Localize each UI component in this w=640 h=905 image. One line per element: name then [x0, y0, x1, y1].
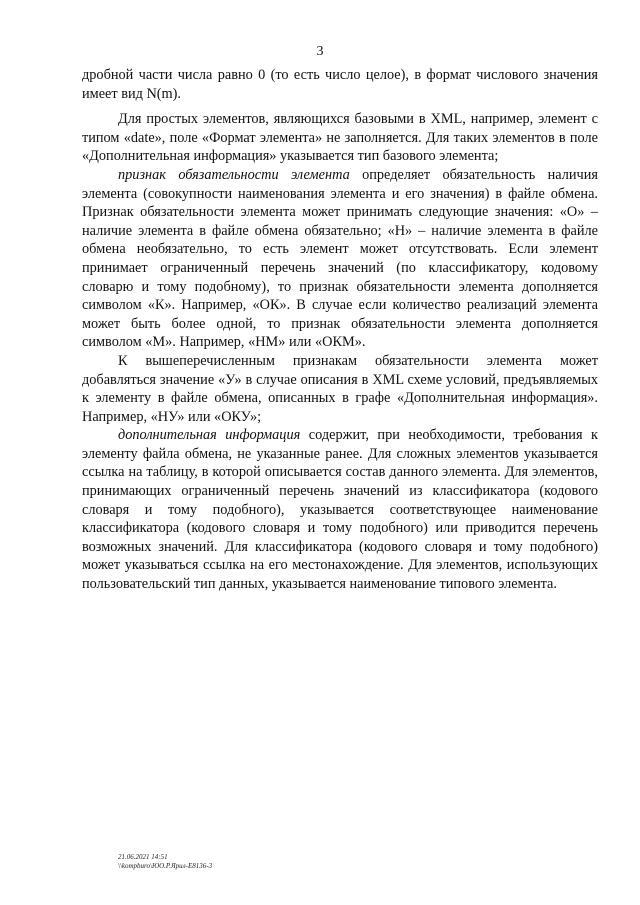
- paragraph-additional-info: [82, 426, 598, 593]
- document-footer: [118, 853, 212, 871]
- paragraph-conditional-value: К вышеперечисленным признакам обязательности элемента может добавляться значение «У» в случае описания в XML схеме условий, предъявляемых к элементу в файле обмена, описанных в графе «Дополнительная информация». Например, «НУ» или «ОКУ»;: [82, 352, 598, 425]
- term-mandatory-attribute: признак обязательности элемента: [118, 166, 350, 183]
- document-body: [82, 66, 598, 594]
- page-number: 3: [316, 44, 324, 59]
- paragraph-simple-elements: Для простых элементов, являющихся базовыми в XML, например, элемент с типом «date», поле «Формат элемента» не заполняется. Для таких элементов в поле «Дополнительная информация» указывается тип базового элемента;: [82, 111, 598, 165]
- paragraph-mandatory-attribute: [82, 166, 598, 352]
- paragraph-mandatory-attribute-text: определяет обязательность наличия элемента (совокупности наименования элемента и его значения) в файле обмена. Признак обязательности элемента может принимать следующие значения: «О» – наличие элемента в файле обмена обязательно; «Н» – наличие элемента в файле обмена необязательно, то есть элемент может отсутствовать. Если элемент принимает ограниченный перечень значений (по классификатору, кодовому словарю и тому подобному), то признак обязательности элемента дополняется символом «К». Например, «ОК». В случае если количество реализаций элемента может быть более одной, то признак обязательности элемента дополняется символом «М». Например, «НМ» или «ОКМ».: [82, 166, 598, 351]
- footer-file-path: \\kompburo\ЮО.P.Ярил-E8136-3: [118, 862, 213, 870]
- paragraph-additional-info-text: содержит, при необходимости, требования к элементу файла обмена, не указанные ранее. Для сложных элементов указывается ссылка на таблицу, в которой описывается состав данного элемента. Для элементов, принимающих ограниченный перечень значений из классификатора (кодового словаря и тому подобного), указывается соответствующее наименование классификатора (кодового словаря и тому подобного) или приводится перечень возможных значений. Для классификатора (кодового словаря и тому подобного) может указываться ссылка на его местонахождение. Для элементов, использующих пользовательский тип данных, указывается наименование типового элемента.: [82, 427, 598, 593]
- term-additional-info: дополнительная информация: [118, 427, 301, 444]
- paragraph-number-format: дробной части числа равно 0 (то есть число целое), в формат числового значения имеет вид N(m).: [82, 67, 598, 102]
- footer-timestamp: 21.06.2021 14:51: [118, 853, 168, 861]
